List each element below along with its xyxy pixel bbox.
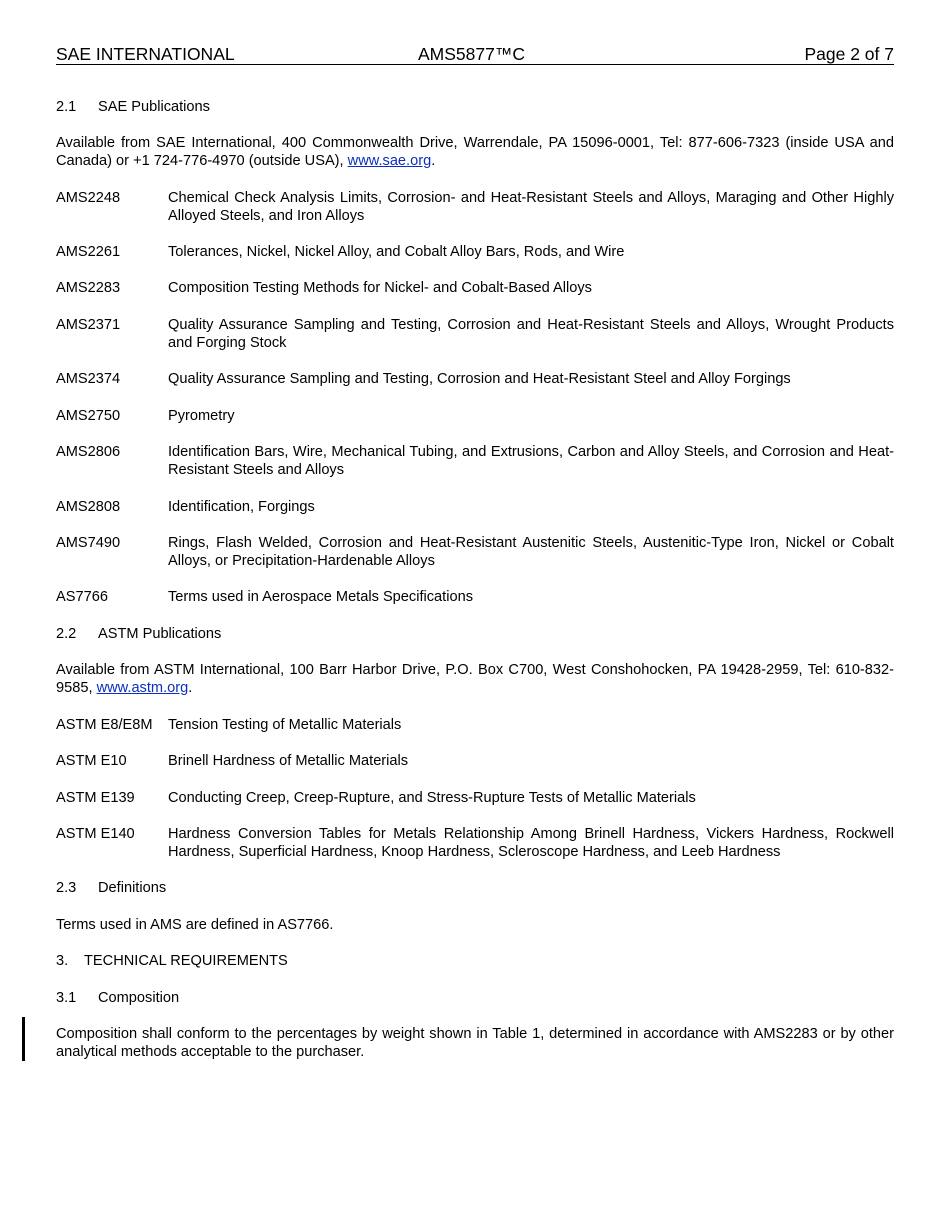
reference-title: Hardness Conversion Tables for Metals Relationship Among Brinell Hardness, Vickers Hardness, Rockwell Hardness, Superficial Hardness, Knoop Hardness, Scleroscope Hardness, and Leeb Hardness (168, 826, 894, 860)
reference-item (56, 189, 894, 225)
section-number: 2.1 (56, 99, 77, 115)
section-title: TECHNICAL REQUIREMENTS (84, 953, 288, 969)
page-header (56, 44, 894, 65)
section-number: 2.3 (56, 880, 77, 896)
reference-title: Composition Testing Methods for Nickel- and Cobalt-Based Alloys (168, 280, 592, 296)
reference-item (56, 752, 894, 770)
reference-item (56, 716, 894, 734)
reference-title: Quality Assurance Sampling and Testing, Corrosion and Heat-Resistant Steels and Alloys, Wrought Products and Forging Stock (168, 317, 894, 351)
reference-code: AMS2808 (56, 499, 121, 515)
sae-availability-paragraph (56, 134, 894, 170)
astm-availability-paragraph (56, 661, 894, 697)
reference-title: Terms used in Aerospace Metals Specifications (168, 589, 473, 605)
astm-availability-end: . (188, 680, 193, 696)
reference-code: AMS2371 (56, 317, 121, 333)
section-title: Definitions (98, 880, 167, 896)
reference-title: Pyrometry (168, 408, 235, 424)
section-number: 3. (56, 953, 69, 969)
section-heading-2-1 (56, 98, 894, 116)
reference-code: AMS2374 (56, 371, 121, 387)
reference-code: AS7766 (56, 589, 108, 605)
reference-item (56, 407, 894, 425)
section-heading-3-1 (56, 989, 894, 1007)
reference-item (56, 588, 894, 606)
reference-item (56, 498, 894, 516)
reference-code: ASTM E8/E8M (56, 717, 153, 733)
reference-code: AMS2806 (56, 444, 121, 460)
reference-title: Tension Testing of Metallic Materials (168, 717, 402, 733)
header-page-number: Page 2 of 7 (804, 44, 894, 64)
sae-website-link[interactable]: www.sae.org (347, 153, 432, 169)
reference-item (56, 243, 894, 261)
reference-code: AMS2283 (56, 280, 121, 296)
revision-change-bar (22, 1017, 25, 1061)
reference-item (56, 279, 894, 297)
section-heading-2-3 (56, 879, 894, 897)
reference-item (56, 316, 894, 352)
sae-availability-end: . (431, 153, 436, 169)
definitions-paragraph: Terms used in AMS are defined in AS7766. (56, 917, 334, 933)
reference-code: ASTM E10 (56, 753, 127, 769)
reference-title: Chemical Check Analysis Limits, Corrosion- and Heat-Resistant Steels and Alloys, Maraging and Other Highly Alloyed Steels, and Iron Alloys (168, 190, 894, 224)
reference-item (56, 370, 894, 388)
section-number: 2.2 (56, 626, 77, 642)
reference-item (56, 443, 894, 479)
astm-website-link[interactable]: www.astm.org (96, 680, 189, 696)
reference-item (56, 825, 894, 861)
reference-item (56, 534, 894, 570)
section-title: Composition (98, 990, 180, 1006)
section-title: ASTM Publications (98, 626, 222, 642)
reference-code: ASTM E140 (56, 826, 135, 842)
composition-paragraph: Composition shall conform to the percentages by weight shown in Table 1, determined in accordance with AMS2283 or by other analytical methods acceptable to the purchaser. (56, 1026, 894, 1060)
reference-code: AMS7490 (56, 535, 121, 551)
reference-title: Identification, Forgings (168, 499, 315, 515)
reference-title: Identification Bars, Wire, Mechanical Tubing, and Extrusions, Carbon and Alloy Steels, and Corrosion and Heat-Resistant Steels and Alloys (168, 444, 894, 478)
astm-availability-text: Available from ASTM International, 100 Barr Harbor Drive, P.O. Box C700, West Conshohocken, PA 19428-2959, Tel: 610-832-9585, (56, 662, 894, 696)
reference-code: AMS2750 (56, 408, 121, 424)
reference-title: Conducting Creep, Creep-Rupture, and Stress-Rupture Tests of Metallic Materials (168, 790, 696, 806)
reference-code: ASTM E139 (56, 790, 135, 806)
reference-title: Brinell Hardness of Metallic Materials (168, 753, 409, 769)
header-organization: SAE INTERNATIONAL (56, 44, 235, 64)
reference-item (56, 789, 894, 807)
reference-code: AMS2261 (56, 244, 121, 260)
reference-title: Rings, Flash Welded, Corrosion and Heat-Resistant Austenitic Steels, Austenitic-Type Iron, Nickel or Cobalt Alloys, or Precipitation-Hardenable Alloys (168, 535, 894, 569)
section-heading-3 (56, 952, 894, 970)
section-number: 3.1 (56, 990, 77, 1006)
section-title: SAE Publications (98, 99, 210, 115)
reference-code: AMS2248 (56, 190, 121, 206)
reference-title: Tolerances, Nickel, Nickel Alloy, and Cobalt Alloy Bars, Rods, and Wire (168, 244, 625, 260)
reference-title: Quality Assurance Sampling and Testing, Corrosion and Heat-Resistant Steel and Alloy Forgings (168, 371, 791, 387)
sae-availability-text: Available from SAE International, 400 Commonwealth Drive, Warrendale, PA 15096-0001, Tel: 877-606-7323 (inside USA and Canada) or +1 724-776-4970 (outside USA), (56, 135, 894, 169)
header-document-id: AMS5877™C (418, 44, 525, 64)
section-heading-2-2 (56, 625, 894, 643)
